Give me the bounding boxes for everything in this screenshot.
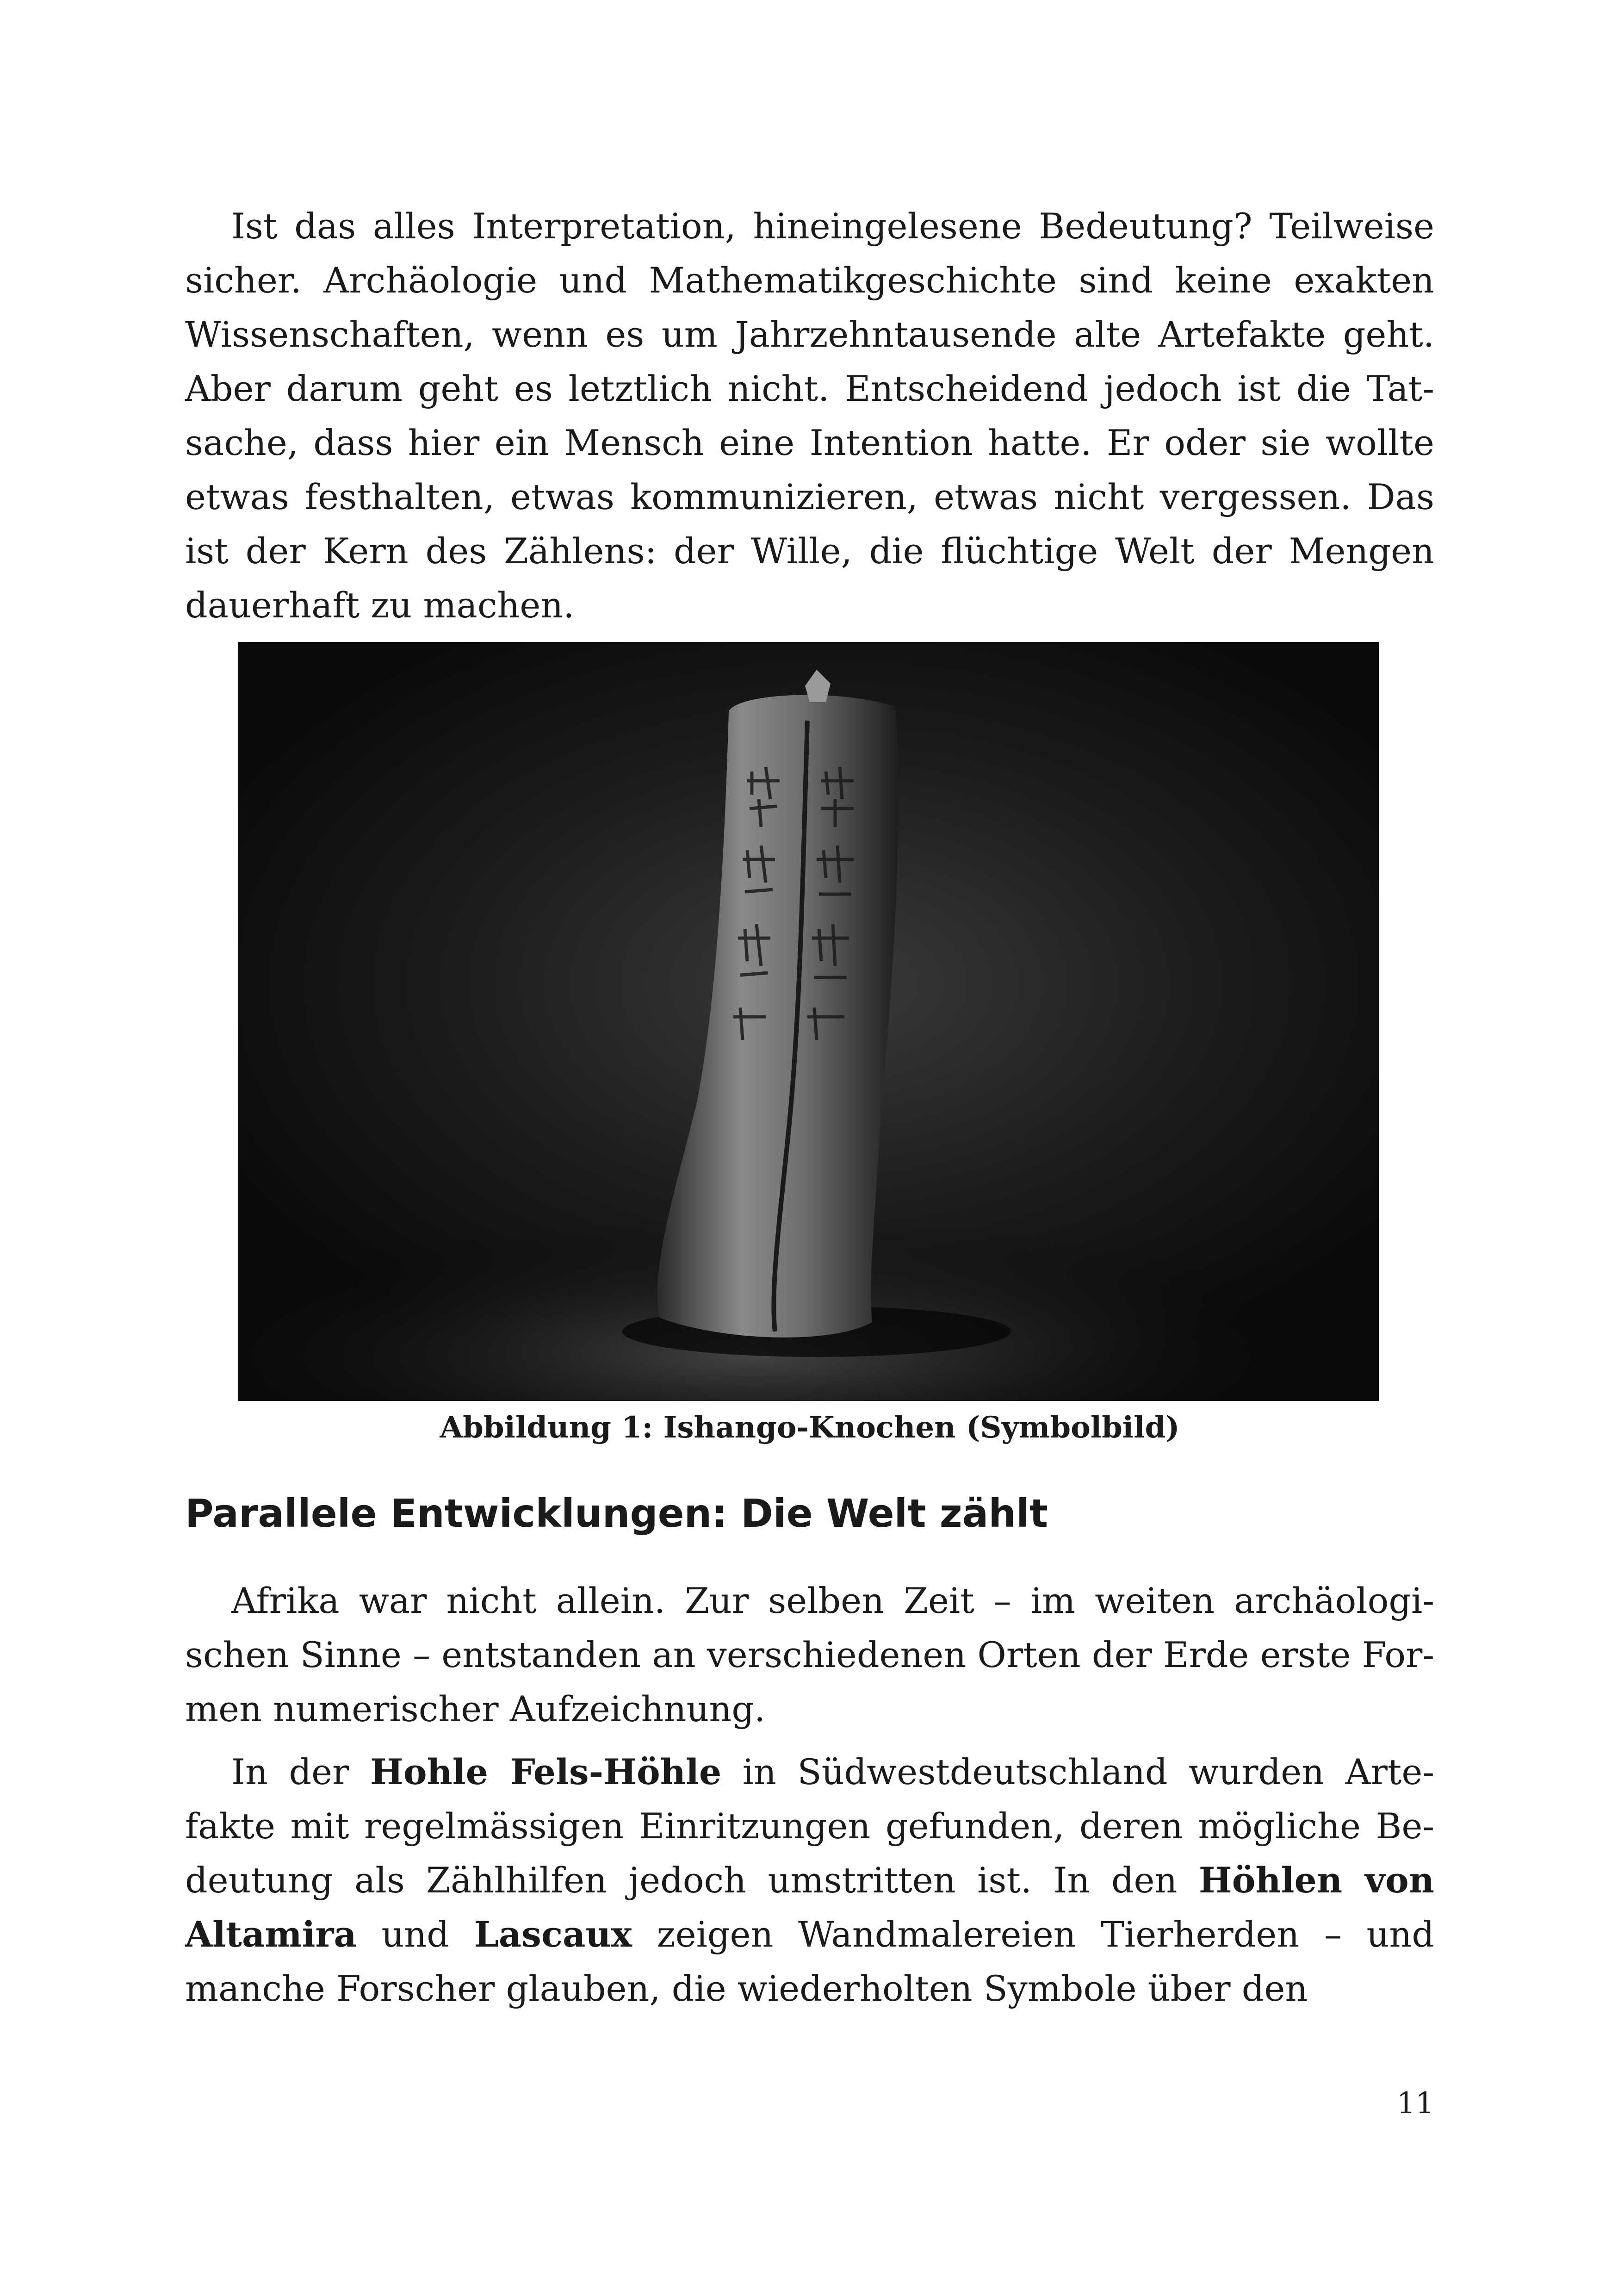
text-run: In der [231, 1751, 371, 1792]
body-paragraph [185, 1745, 1434, 2016]
section-heading: Parallele Entwicklungen: Die Welt zählt [185, 1491, 1048, 1536]
place-name: Höhlen von Altamira [185, 1860, 1434, 1955]
text-run: und [356, 1914, 474, 1955]
body-paragraph [185, 199, 1434, 632]
bone-illustration [238, 642, 1379, 1401]
text-run: zeigen Wandmalereien Tierherden – und manche Forscher glauben, die wiederholten Symbole über den [185, 1914, 1434, 2009]
figure-caption: Abbildung 1: Ishango-Knochen (Symbolbild) [440, 1410, 1180, 1445]
paragraph-text [185, 1745, 1434, 2016]
body-paragraph [185, 1574, 1434, 1736]
text-run: in Südwestdeutschland wurden Artefakte mit regelmässigen Einritzungen gefunden, deren mögliche Bedeutung als Zählhilfen jedoch umstritten ist. In den [185, 1751, 1434, 1901]
place-name: Lascaux [474, 1914, 632, 1955]
page-number: 11 [1396, 2086, 1434, 2121]
paragraph-text: Ist das alles Interpretation, hineingelesene Bedeutung? Teilweise sicher. Archäologie und Mathematikgeschichte sind keine exakten Wissenschaften, wenn es um Jahrzehntausende alte Artefakte geht. Aber darum geht es letztlich nicht. Entscheidend jedoch ist die Tatsache, dass hier ein Mensch eine Intention hatte. Er oder sie wollte etwas festhalten, etwas kommunizieren, etwas nicht vergessen. Das ist der Kern des Zählens: der Wille, die flüchtige Welt der Mengen dauerhaft zu machen. [185, 205, 1434, 626]
paragraph-text: Afrika war nicht allein. Zur selben Zeit – im weiten archäologischen Sinne – entstanden an verschiedenen Orten der Erde erste Formen numerischer Aufzeichnung. [185, 1580, 1434, 1730]
ishango-bone-image [238, 642, 1379, 1401]
place-name: Hohle Fels-Höhle [370, 1751, 722, 1792]
